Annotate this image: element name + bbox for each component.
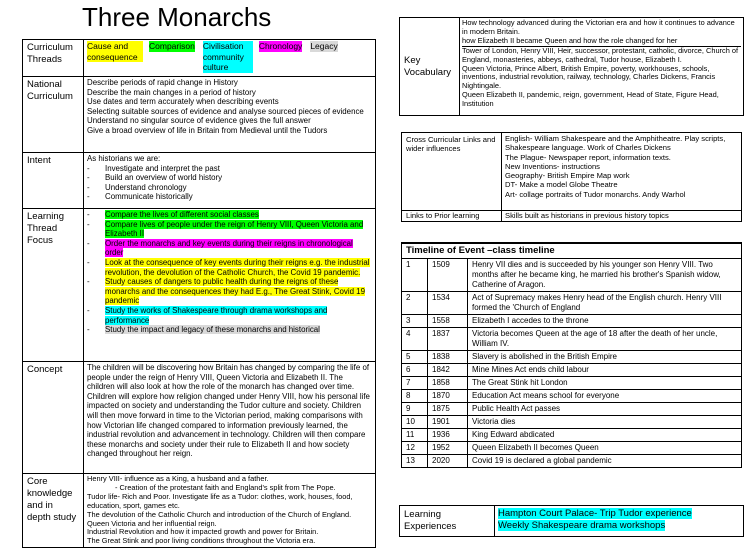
cc-line: DT- Make a model Globe Theatre (505, 180, 618, 190)
tl-year: 1875 (428, 403, 468, 416)
ck-line: Queen Victoria and her influential reign. (87, 518, 217, 528)
learning-exp-label: Learning Experiences (400, 506, 495, 537)
nc-line: Selecting suitable sources of evidence and analyse sourced pieces of evidence (87, 106, 364, 116)
le-line-wrap (498, 520, 740, 532)
tl-event: Victoria dies (468, 416, 742, 429)
tl-num: 8 (402, 390, 428, 403)
timeline-row (402, 315, 742, 328)
lt-item (87, 220, 372, 239)
kv-line: Queen Elizabeth II, pandemic, reign, government, Head of State, Figure Head, Institution (462, 90, 719, 109)
left-table (22, 39, 376, 548)
core-knowledge-label: Core knowledge and in depth study (23, 474, 84, 548)
key-vocab-table (399, 17, 744, 116)
timeline-row (402, 364, 742, 377)
intent-item: - Build an overview of world history (87, 173, 372, 183)
key-vocab-label: Key Vocabulary (400, 18, 460, 116)
timeline-row (402, 351, 742, 364)
tl-year: 1952 (428, 442, 468, 455)
key-vocab-row (400, 18, 744, 116)
timeline-row (402, 377, 742, 390)
tl-num: 3 (402, 315, 428, 328)
cc-line: Geography- British Empire Map work (505, 171, 630, 181)
concept-label: Concept (23, 362, 84, 474)
tl-num: 2 (402, 292, 428, 315)
ck-line: Henry VIII- influence as a King, a husband and a father. (87, 474, 269, 483)
ck-line: The Great Stink and poor living conditions throughout the Victoria era. (87, 536, 316, 546)
timeline-row (402, 429, 742, 442)
lt-item-text: Study causes of dangers to public health during the reigns of these monarchs and the consequences they had E.g., The Great Stink, Covid 19 pandemic (105, 277, 365, 306)
tl-num: 11 (402, 429, 428, 442)
learning-exp-table (399, 505, 744, 537)
tl-event: Mine Mines Act ends child labour (468, 364, 742, 377)
intent-item: - Understand chronology (87, 183, 372, 193)
lt-item (87, 258, 372, 277)
tl-event: Act of Supremacy makes Henry head of the English church. Henry VIII formed the 'Church of England (468, 292, 742, 315)
chip-chronology: Chronology (258, 41, 303, 51)
le-line: Weekly Shakespeare drama workshops (498, 520, 666, 531)
tl-event: The Great Stink hit London (468, 377, 742, 390)
page-title: Three Monarchs (82, 2, 272, 32)
chip-cause: Cause and consequence (87, 41, 143, 62)
learning-exp-content (495, 506, 744, 537)
tl-event: Covid 19 is declared a global pandemic (468, 455, 742, 468)
cc-line: The Plague- Newspaper report, information texts. (505, 152, 671, 162)
tl-event: Education Act means school for everyone (468, 390, 742, 403)
tl-year: 1870 (428, 390, 468, 403)
kv-line: How technology advanced during the Victorian era and how it continues to advance in modern Britain. (462, 18, 735, 36)
tl-num: 12 (402, 442, 428, 455)
national-curriculum-label: National Curriculum (23, 77, 84, 153)
tl-num: 13 (402, 455, 428, 468)
learning-thread-list (87, 210, 372, 335)
cc-line: Art- collage portraits of Tudor monarchs. Andy Warhol (505, 189, 686, 199)
lt-item-text: Study the works of Shakespeare through drama workshops and performance (105, 305, 328, 325)
timeline-row (402, 259, 742, 292)
curriculum-threads-chips (84, 40, 376, 77)
tl-event: King Edward abdicated (468, 429, 742, 442)
timeline-header-row (402, 243, 742, 259)
prior-links-label: Links to Prior learning (402, 211, 502, 222)
timeline-row (402, 416, 742, 429)
le-line: Hampton Court Palace- Trip Tudor experience (498, 508, 692, 519)
chip-comparison: Comparison (149, 41, 195, 51)
le-line-wrap (498, 508, 740, 520)
learning-thread-content (84, 209, 376, 362)
tl-year: 1534 (428, 292, 468, 315)
national-curriculum-row (23, 77, 376, 153)
tl-event: Henry VII dies and is succeeded by his younger son Henry VIII. Two months after he became king, he married his brother's Spanish widow, Catherine of Aragon. (468, 259, 742, 292)
lt-item (87, 239, 372, 258)
cross-curricular-content (502, 133, 742, 211)
concept-row (23, 362, 376, 474)
learning-thread-label: Learning Thread Focus (23, 209, 84, 362)
curriculum-threads-row (23, 40, 376, 77)
concept-text: The children will be discovering how Britain has changed by comparing the life of people under the reign of Henry VIII, Queen Victoria and Elizabeth II. The children will also look at how the role of the monarch has changed over time. Children will explore how religion changed under Henry VIII, how his personal life impacted on society and understanding the Tudor culture and society. Children will then move forward in time to the Victorian period, making comparisons with how Victorian life changed compared to information previously learned, the industrial revolution and advancement in technology. Children will then compare these monarchs and society under their rule to Elizabeth II and how society changed throughout her reign. (84, 362, 376, 474)
intent-row (23, 153, 376, 209)
timeline-row (402, 328, 742, 351)
lt-item (87, 210, 372, 220)
nc-line: Give a broad overview of life in Britain from Medieval until the Tudors (87, 125, 328, 135)
intent-intro: As historians we are: (87, 154, 161, 163)
tl-year: 1842 (428, 364, 468, 377)
lt-item-text: Order the monarchs and key events during their reigns in chronological order (105, 238, 353, 258)
learning-exp-row (400, 506, 744, 537)
intent-item: - Communicate historically (87, 192, 372, 202)
tl-year: 1901 (428, 416, 468, 429)
timeline-row (402, 390, 742, 403)
core-knowledge-row (23, 474, 376, 548)
timeline-row (402, 455, 742, 468)
tl-event: Queen Elizabeth II becomes Queen (468, 442, 742, 455)
tl-year: 1837 (428, 328, 468, 351)
tl-event: Victoria becomes Queen at the age of 18 after the death of her uncle, William IV. (468, 328, 742, 351)
lt-item-text: Study the impact and legacy of these monarchs and historical (105, 325, 320, 335)
lt-item-text: Compare lives of people under the reign of Henry VIII, Queen Victoria and Elizabeth II (105, 219, 364, 239)
lt-item (87, 325, 372, 335)
nc-line: Use dates and term accurately when describing events (87, 97, 279, 107)
tl-num: 4 (402, 328, 428, 351)
cc-line: New Inventions- instructions (505, 161, 600, 171)
cc-line: English- William Shakespeare and the Amphitheatre. Play scripts, Shakespeare language. Work of Charles Dickens (505, 134, 726, 153)
tl-num: 10 (402, 416, 428, 429)
tl-num: 9 (402, 403, 428, 416)
timeline-row (402, 292, 742, 315)
tl-num: 7 (402, 377, 428, 390)
lt-item (87, 277, 372, 306)
nc-line: Describe periods of rapid change in History (87, 78, 238, 87)
chip-legacy: Legacy (310, 41, 338, 51)
kv-line: Tower of London, Henry VIII, Heir, successor, protestant, catholic, divorce, Church of England, monasteries, abbeys, cathedral, Tudor house, Elizabeth I. (462, 45, 739, 64)
timeline-row (402, 403, 742, 416)
tl-year: 2020 (428, 455, 468, 468)
tl-year: 1509 (428, 259, 468, 292)
national-curriculum-content (84, 77, 376, 153)
curriculum-threads-label: Curriculum Threads (23, 40, 84, 77)
tl-year: 1858 (428, 377, 468, 390)
lt-item-text: Look at the consequence of key events during their reigns e.g. the industrial revolution, the devolution of the Catholic Church, the Covid 19 pandemic. (105, 257, 370, 277)
tl-year: 1838 (428, 351, 468, 364)
tl-num: 5 (402, 351, 428, 364)
intent-content (84, 153, 376, 209)
intent-label: Intent (23, 153, 84, 209)
intent-item: - Investigate and interpret the past (87, 164, 372, 174)
intent-list (87, 164, 372, 202)
prior-links-row (402, 211, 742, 222)
ck-line: The devolution of the Catholic Church and introduction of the Church of England. (87, 509, 352, 519)
tl-event: Slavery is abolished in the British Empire (468, 351, 742, 364)
cross-curricular-label: Cross Curricular Links and wider influences (402, 133, 502, 211)
tl-num: 6 (402, 364, 428, 377)
key-vocab-content (460, 18, 744, 116)
timeline-row (402, 442, 742, 455)
cross-curricular-table (401, 132, 742, 222)
prior-links-text: Skills built as historians in previous history topics (502, 211, 742, 222)
kv-line: how Elizabeth II became Queen and how the role changed for her (462, 37, 741, 47)
timeline-table (401, 242, 742, 468)
cross-curricular-row (402, 133, 742, 211)
tl-year: 1936 (428, 429, 468, 442)
nc-line: Describe the main changes in a period of history (87, 87, 256, 97)
core-knowledge-content (84, 474, 376, 548)
ck-line: - Creation of the protestant faith and England's split from The Pope. (115, 482, 336, 492)
lt-item (87, 306, 372, 325)
learning-thread-row (23, 209, 376, 362)
nc-line: Understand no singular source of evidence gives the full answer (87, 116, 311, 126)
tl-event: Elizabeth I accedes to the throne (468, 315, 742, 328)
tl-year: 1558 (428, 315, 468, 328)
tl-event: Public Health Act passes (468, 403, 742, 416)
ck-line: Tudor life- Rich and Poor. Investigate life as a Tudor: clothes, work, houses, food, education, sport, games etc. (87, 491, 353, 510)
chip-civilisation: Civilisation community culture (203, 41, 253, 73)
ck-line: Industrial Revolution and how it impacted growth and power for Britain. (87, 527, 319, 537)
kv-line: Queen Victoria, Prince Albert, British Empire, poverty, workhouses, schools, inventions, industrial revolution, railway, technology, Charles Dickens, Francis Nightingale. (462, 63, 716, 91)
timeline-title: Timeline of Event –class timeline (402, 243, 742, 259)
lt-item-text: Compare the lives of different social classes (105, 210, 259, 219)
tl-num: 1 (402, 259, 428, 292)
